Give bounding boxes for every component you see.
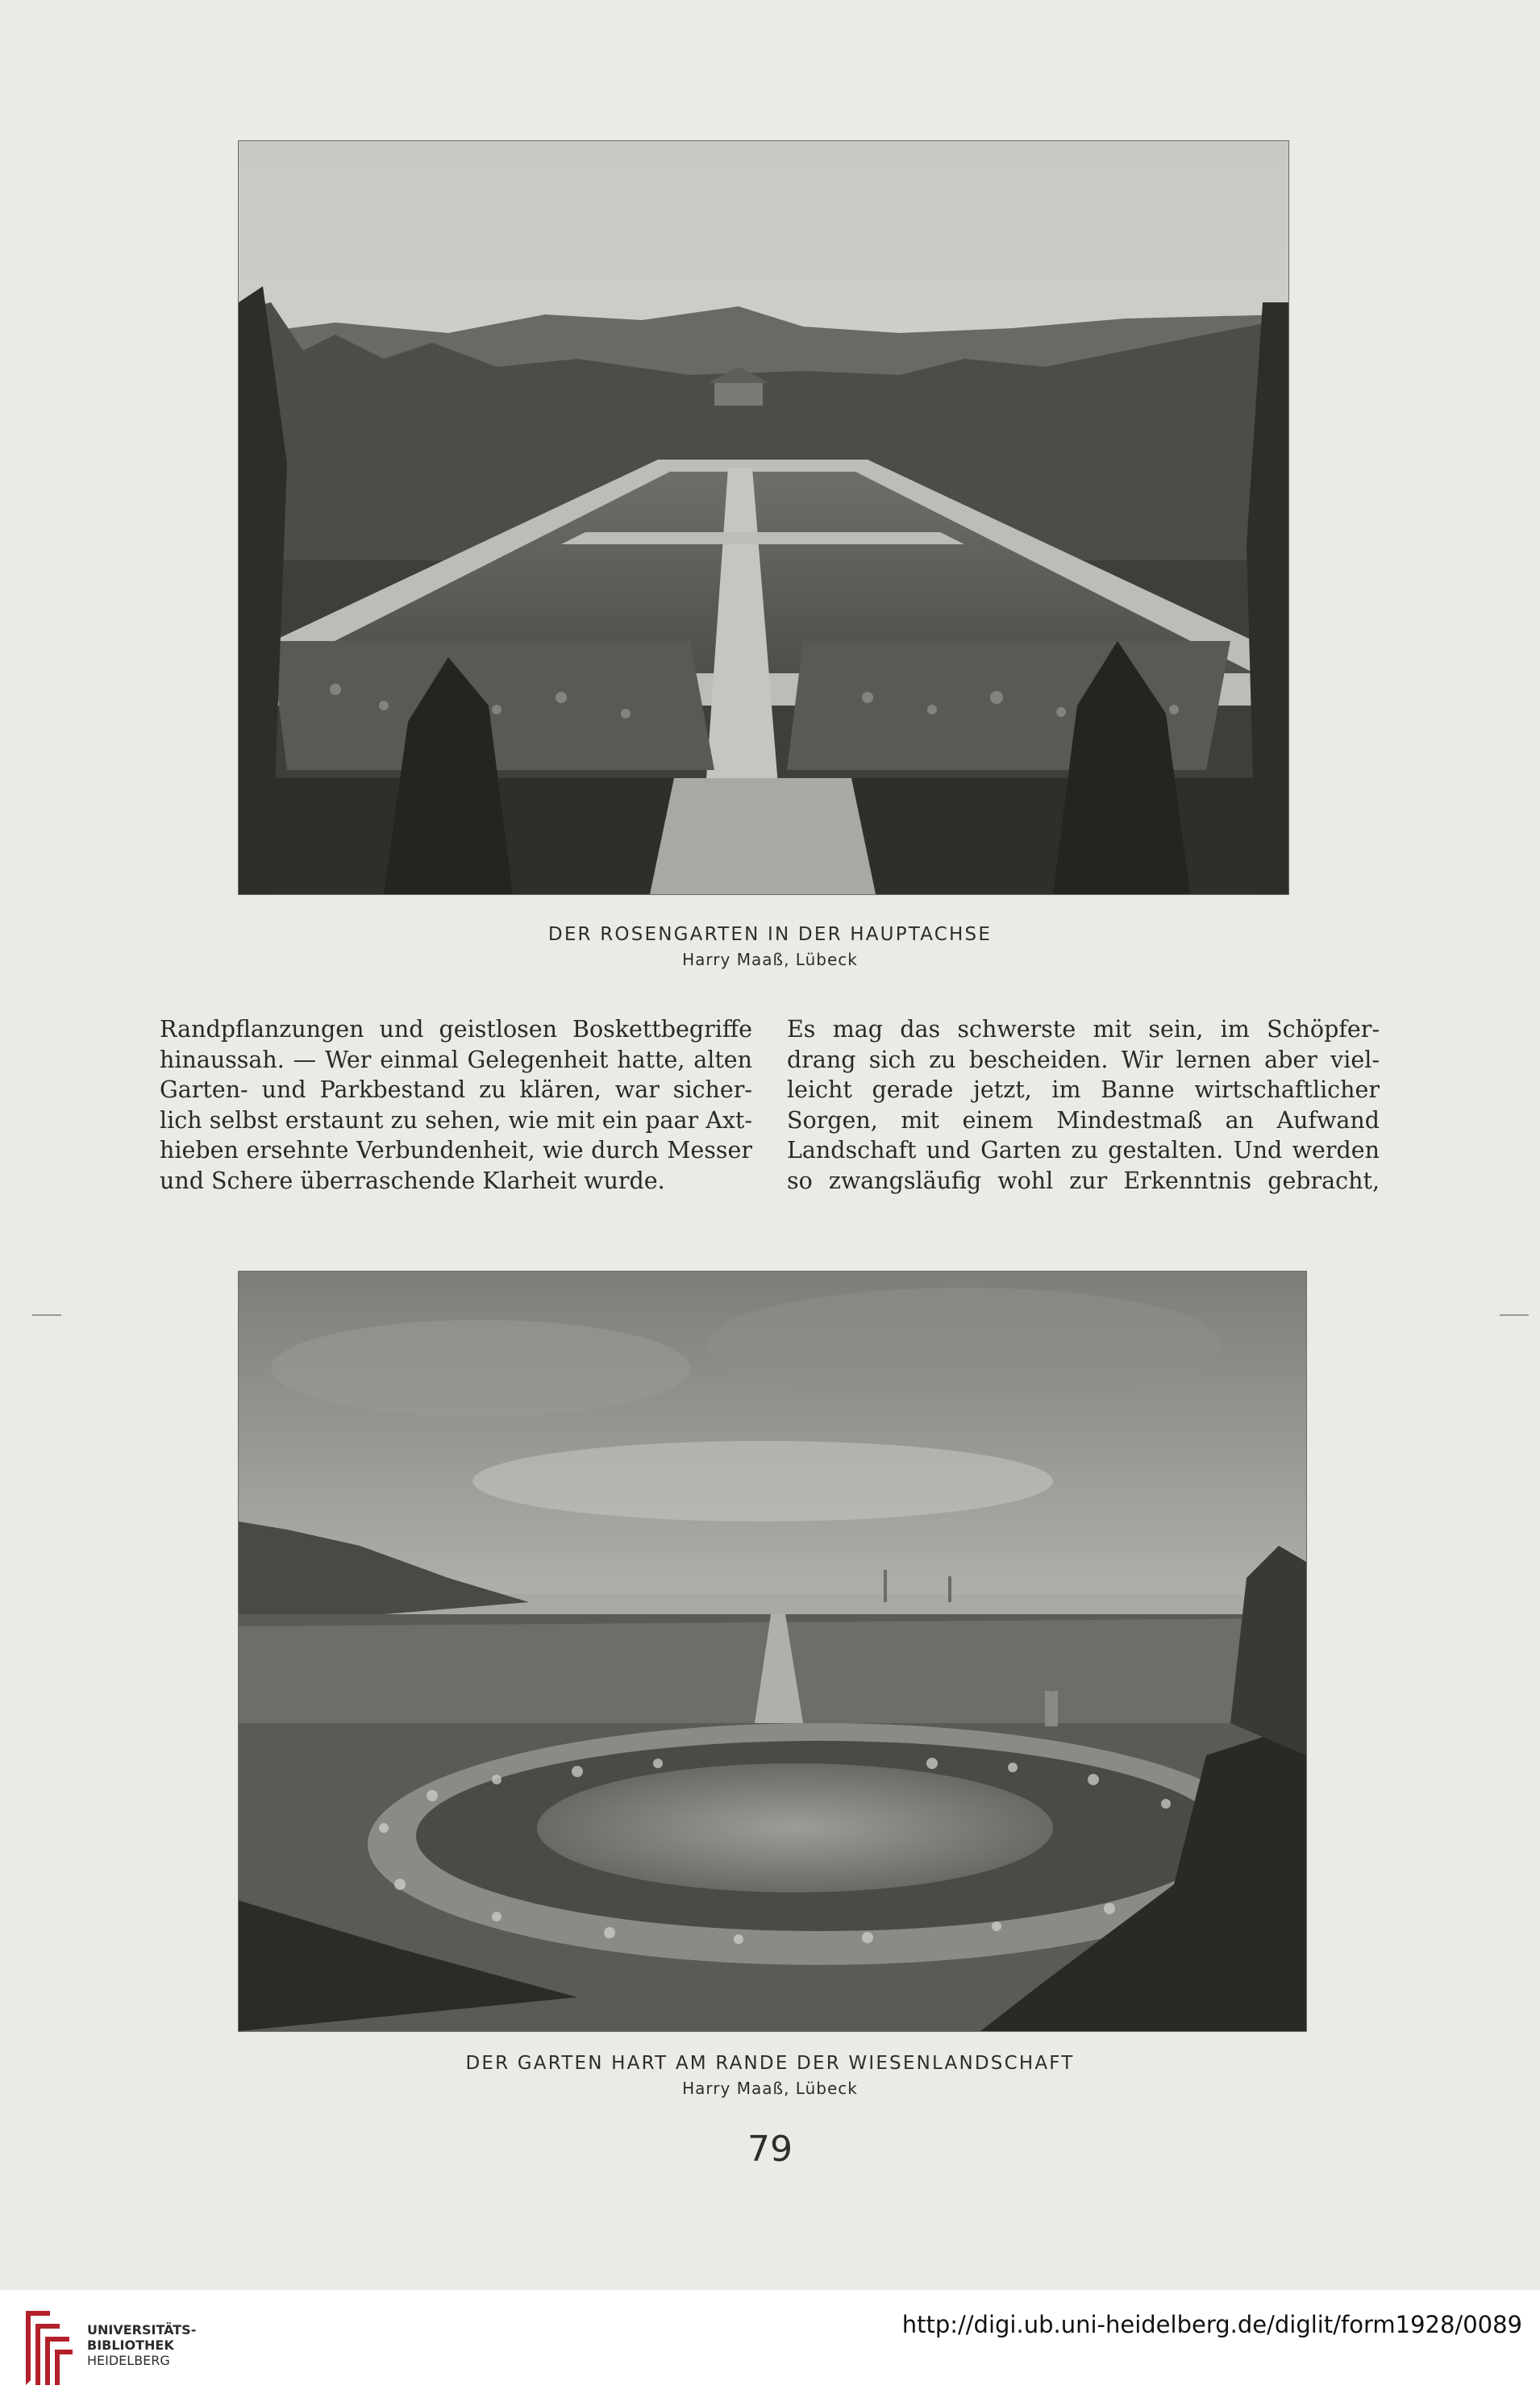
text-column-left	[160, 1014, 752, 1196]
library-name	[87, 2322, 196, 2368]
page-number: 79	[747, 2129, 793, 2170]
caption-title: DER ROSENGARTEN IN DER HAUPTACHSE	[547, 924, 993, 945]
rose-garden-image	[239, 141, 1288, 894]
text-line: drang sich zu bescheiden. Wir lernen aber viel-	[787, 1046, 1380, 1073]
library-name-line: HEIDELBERG	[87, 2353, 170, 2368]
library-name-line: UNIVERSITÄTS-	[87, 2322, 197, 2337]
text-line: so zwangsläufig wohl zur Erkenntnis gebracht,	[787, 1167, 1380, 1194]
caption-photo-2	[0, 2053, 1540, 2098]
margin-mark	[32, 1314, 61, 1316]
library-name-line: BIBLIOTHEK	[87, 2337, 174, 2353]
text-line: Garten- und Parkbestand zu klären, war sicher-	[160, 1076, 752, 1103]
text-line: hieben ersehnte Verbundenheit, wie durch Messer	[160, 1137, 752, 1164]
footer-bar	[0, 2290, 1540, 2402]
text-line: Landschaft und Garten zu gestalten. Und werden	[787, 1137, 1380, 1164]
photo-meadow-garden	[238, 1271, 1307, 2032]
text-line: Sorgen, mit einem Mindestmaß an Aufwand	[787, 1106, 1380, 1134]
text-line: leicht gerade jetzt, im Banne wirtschaftlicher	[787, 1076, 1380, 1103]
text-line: hinaussah. — Wer einmal Gelegenheit hatte, alten	[160, 1046, 752, 1073]
caption-title: DER GARTEN HART AM RANDE DER WIESENLANDSCHAFT	[465, 2053, 1075, 2074]
text-column-right	[787, 1014, 1380, 1196]
text-line: Es mag das schwerste mit sein, im Schöpfer-	[787, 1016, 1380, 1043]
photo-rose-garden	[238, 140, 1289, 895]
meadow-garden-image	[239, 1272, 1306, 2031]
caption-credit: Harry Maaß, Lübeck	[682, 950, 858, 969]
source-url[interactable]: http://digi.ub.uni-heidelberg.de/diglit/form1928/0089	[901, 2311, 1522, 2338]
caption-credit: Harry Maaß, Lübeck	[682, 2079, 858, 2098]
library-logo-icon	[18, 2308, 76, 2388]
text-line: Randpflanzungen und geistlosen Boskettbegriffe	[160, 1016, 752, 1043]
text-line: lich selbst erstaunt zu sehen, wie mit ein paar Axt-	[160, 1106, 752, 1134]
caption-photo-1	[0, 924, 1540, 969]
margin-mark	[1500, 1314, 1529, 1316]
text-line: und Schere überraschende Klarheit wurde.	[160, 1167, 665, 1194]
